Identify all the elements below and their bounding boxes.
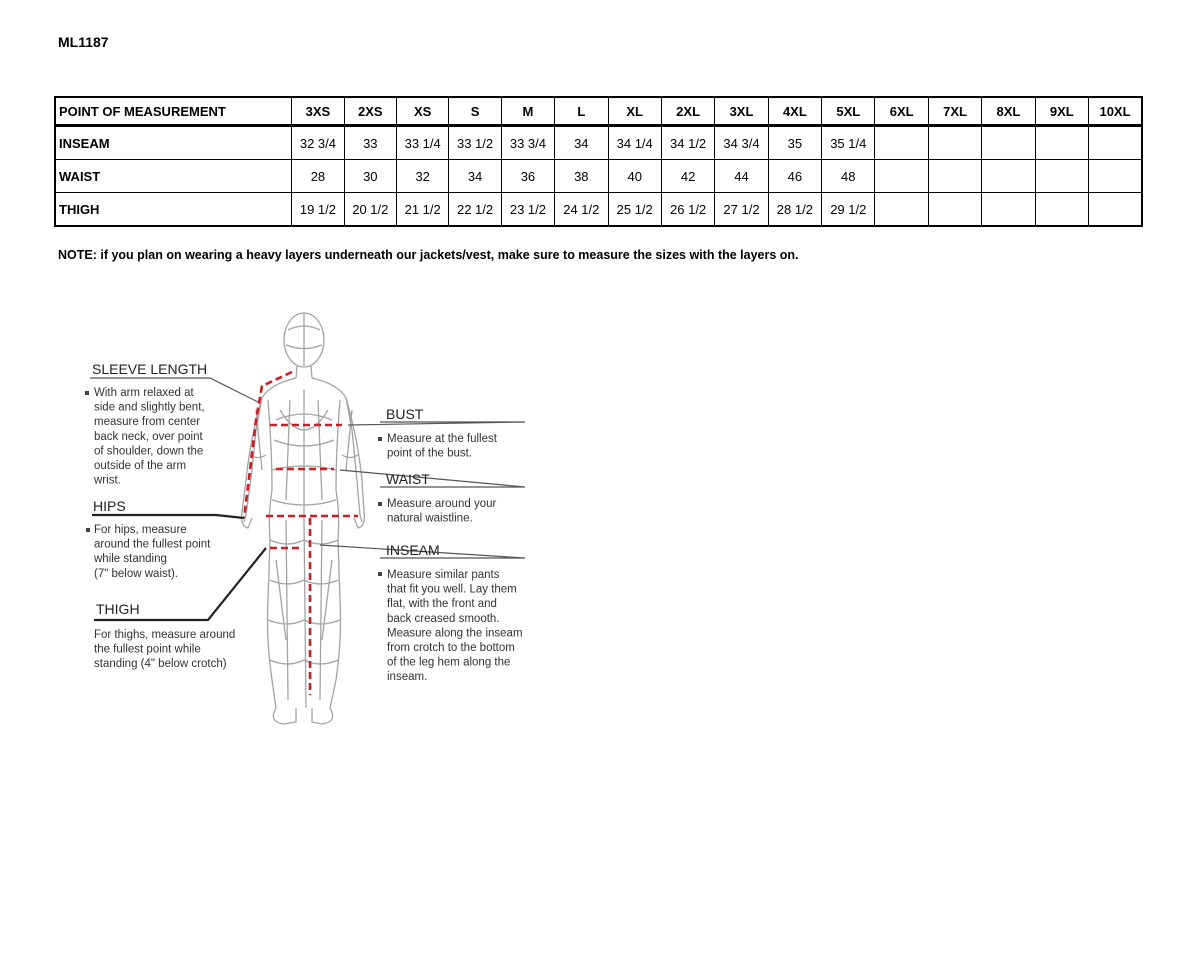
guide-text-line: from crotch to the bottom [387, 642, 515, 654]
guide-text-line: Measure along the inseam [387, 627, 523, 640]
size-header-cell: L [555, 97, 608, 126]
bullet-icon [378, 572, 382, 576]
header-point-of-measurement: POINT OF MEASUREMENT [55, 97, 292, 126]
measurement-cell: 44 [715, 160, 768, 193]
guide-text-line: outside of the arm [94, 460, 187, 472]
inseam-callout [378, 542, 523, 683]
measurement-cell: 34 1/2 [661, 126, 714, 160]
guide-text-line: Measure at the fullest [387, 433, 497, 445]
guide-text-line: measure from center [94, 416, 201, 429]
sleeve-length-callout [85, 361, 207, 487]
size-header-cell: 9XL [1035, 97, 1088, 126]
guide-text-line: standing (4" below crotch) [94, 658, 227, 671]
size-header-cell: 2XS [344, 97, 396, 126]
sleeve-length-heading: SLEEVE LENGTH [92, 361, 208, 377]
measurement-cell: 34 [555, 126, 608, 160]
guide-text-line: Measure similar pants [387, 569, 500, 581]
measurement-cell: 38 [555, 160, 608, 193]
guide-text-line: flat, with the front and [387, 598, 497, 611]
measurement-cell: 33 3/4 [501, 126, 554, 160]
size-header-cell: 5XL [822, 97, 875, 126]
measurement-cell: 36 [501, 160, 554, 193]
measurement-cell: 24 1/2 [555, 193, 608, 227]
bust-heading: BUST [386, 406, 424, 422]
measurement-cell: 33 [344, 126, 396, 160]
size-header-cell: XS [396, 97, 448, 126]
hips-callout [86, 498, 211, 580]
size-header-cell: 6XL [875, 97, 928, 126]
measurement-cell: 32 3/4 [292, 126, 344, 160]
measurement-cell: 28 1/2 [768, 193, 821, 227]
guide-text-line: the fullest point while [94, 643, 201, 656]
size-header-cell: M [501, 97, 554, 126]
size-header-cell: 7XL [928, 97, 981, 126]
guide-text-line: For thighs, measure around [94, 629, 236, 641]
measurement-cell: 27 1/2 [715, 193, 768, 227]
guide-text-line: For hips, measure [94, 524, 187, 536]
measurement-cell: 33 1/4 [396, 126, 448, 160]
layering-note: NOTE: if you plan on wearing a heavy layers underneath our jackets/vest, make sure to measure the sizes with the layers on. [58, 248, 799, 262]
bullet-icon [378, 437, 382, 441]
measurement-cell: 32 [396, 160, 448, 193]
guide-text-line: (7" below waist). [94, 567, 178, 580]
row-label: THIGH [55, 193, 292, 227]
measurement-cell: 35 1/4 [822, 126, 875, 160]
size-header-cell: 3XS [292, 97, 344, 126]
guide-text-line: Measure around your [387, 498, 497, 510]
guide-text-line: With arm relaxed at [94, 387, 194, 399]
measurement-cell: 22 1/2 [449, 193, 501, 227]
guide-text-line: natural waistline. [387, 512, 473, 525]
guide-text-line: of the leg hem along the [387, 656, 511, 669]
bullet-icon [86, 528, 90, 532]
size-header-cell: 8XL [982, 97, 1035, 126]
measurement-cell: 34 1/4 [608, 126, 661, 160]
guide-text-line: side and slightly bent, [94, 401, 205, 414]
bust-callout [378, 406, 498, 460]
product-code: ML1187 [58, 34, 109, 50]
sleeve-length-text [93, 387, 205, 487]
hips-heading: HIPS [93, 498, 126, 514]
measurement-cell: 40 [608, 160, 661, 193]
hips-text [93, 524, 211, 580]
inseam-heading: INSEAM [386, 542, 440, 558]
measurement-cell: 23 1/2 [501, 193, 554, 227]
guide-text-line: back creased smooth. [387, 612, 500, 625]
guide-text-line: of shoulder, down the [94, 445, 204, 458]
measurement-cell: 20 1/2 [344, 193, 396, 227]
measurement-cell: 25 1/2 [608, 193, 661, 227]
size-header-cell: S [449, 97, 501, 126]
size-header-cell: 4XL [768, 97, 821, 126]
row-label: WAIST [55, 160, 292, 193]
measurement-cell: 21 1/2 [396, 193, 448, 227]
size-header-cell: 3XL [715, 97, 768, 126]
row-label: INSEAM [55, 126, 292, 160]
waist-text [387, 498, 496, 525]
guide-text-line: inseam. [387, 671, 428, 684]
guide-text-line: while standing [94, 553, 167, 566]
measurement-cell: 28 [292, 160, 344, 193]
measurement-cell: 19 1/2 [292, 193, 344, 227]
measurement-lines [244, 372, 358, 695]
guide-text-line: wrist. [94, 474, 121, 487]
bust-text [387, 433, 498, 460]
measurement-cell: 48 [822, 160, 875, 193]
guide-text-line: that fit you well. Lay them [387, 583, 517, 596]
thigh-text [94, 629, 235, 670]
measurement-cell: 26 1/2 [661, 193, 714, 227]
measurement-cell: 42 [661, 160, 714, 193]
measurement-cell: 29 1/2 [822, 193, 875, 227]
measurement-cell: 30 [344, 160, 396, 193]
measurement-cell: 46 [768, 160, 821, 193]
guide-text-line: back neck, over point [94, 430, 203, 443]
guide-text-line: point of the bust. [387, 447, 473, 460]
measurement-cell: 34 3/4 [715, 126, 768, 160]
bullet-icon [378, 502, 382, 506]
thigh-heading: THIGH [96, 601, 140, 617]
size-header-cell: 2XL [661, 97, 714, 126]
size-header-cell: XL [608, 97, 661, 126]
bullet-icon [85, 391, 89, 395]
waist-heading: WAIST [386, 471, 430, 487]
measurement-cell: 35 [768, 126, 821, 160]
measurement-cell: 33 1/2 [449, 126, 501, 160]
guide-text-line: around the fullest point [94, 538, 211, 551]
body-figure-illustration [242, 313, 365, 724]
size-header-cell: 10XL [1089, 97, 1142, 126]
measurement-cell: 34 [449, 160, 501, 193]
inseam-text [387, 569, 523, 683]
